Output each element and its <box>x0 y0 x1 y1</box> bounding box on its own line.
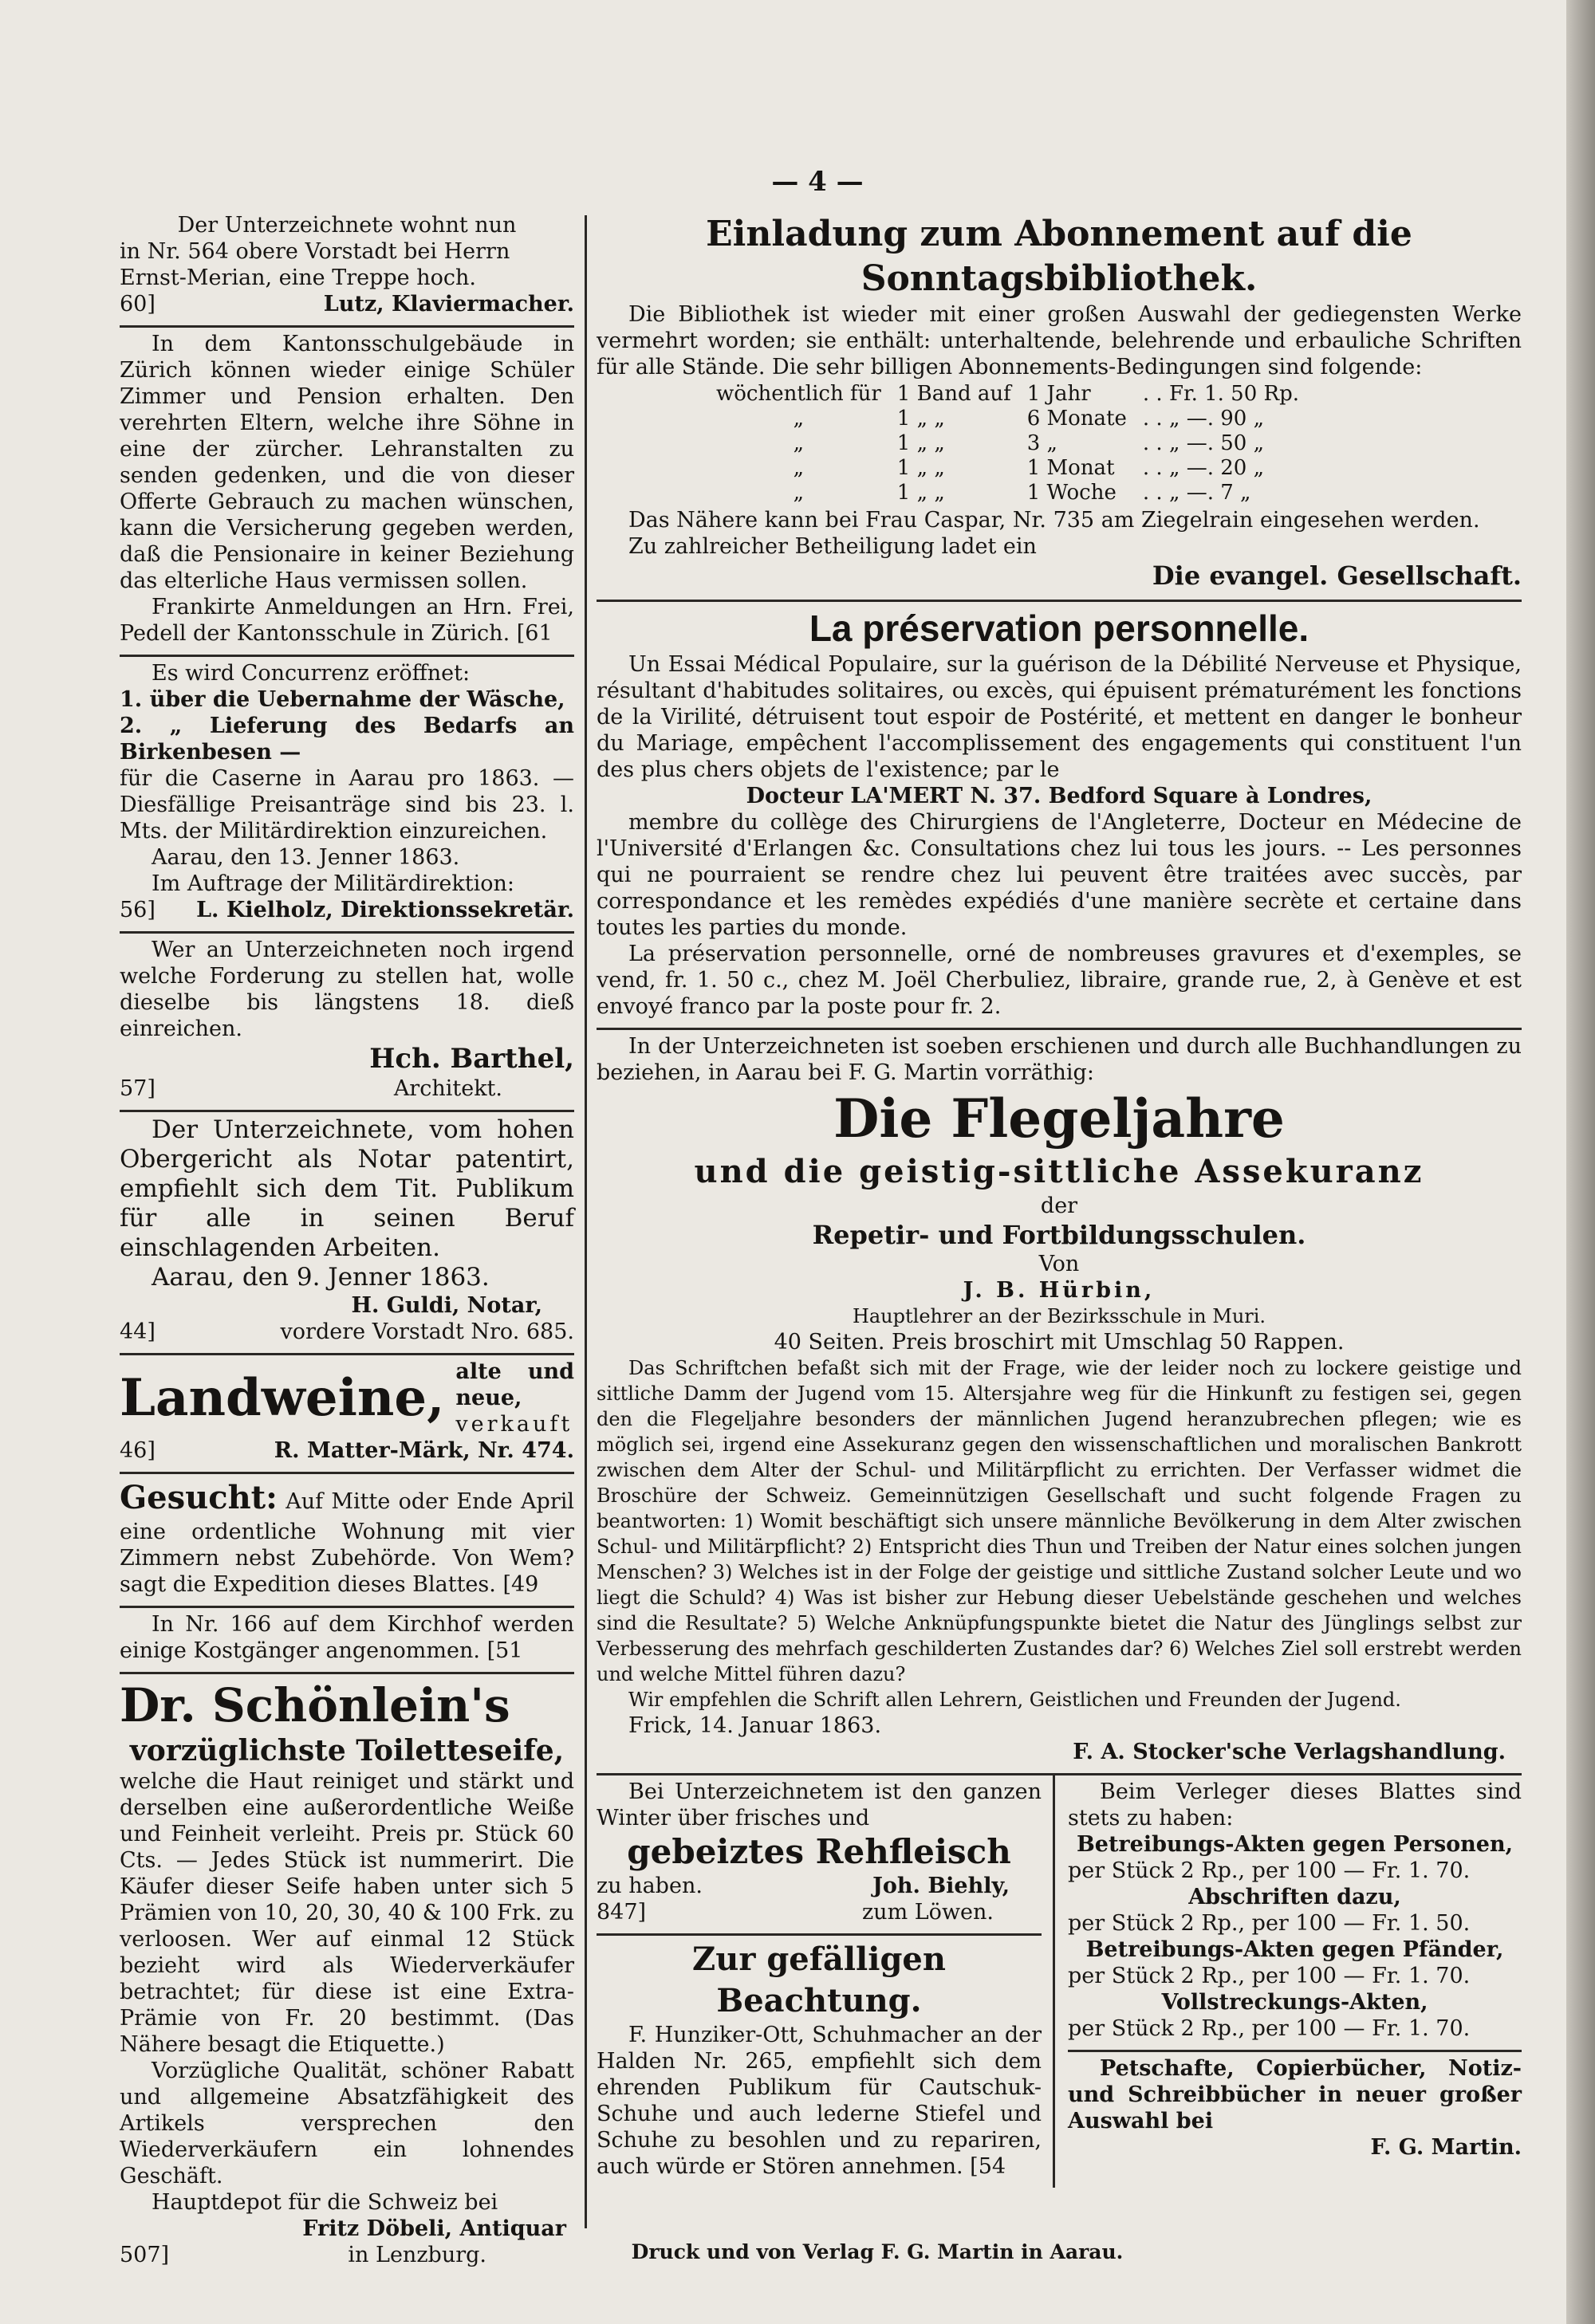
ad-signature: F. G. Martin. <box>1370 2135 1522 2160</box>
ad-author-role: Hauptlehrer an der Bezirksschule in Muri. <box>852 1305 1266 1327</box>
ad-signature: Fritz Döbeli, Antiquar <box>302 2216 566 2241</box>
ad-text <box>597 2022 1042 2180</box>
ad-text: Bei Unterzeichnetem ist den ganzen Winter über frisches und <box>597 1779 1042 1830</box>
page-edge-shadow <box>1566 0 1595 2324</box>
ad-title: Gesucht: <box>120 1479 278 1516</box>
ad-depot: Hauptdepot für die Schweiz bei <box>152 2190 498 2215</box>
ad-item-title: Betreibungs-Akten gegen Personen, <box>1076 1832 1514 1857</box>
rate-cell: 1 „ „ <box>896 481 945 505</box>
rates-row <box>708 382 1307 407</box>
rate-cell: . . Fr. 1. 50 Rp. <box>1142 382 1300 406</box>
ad-intro: Es wird Concurrenz eröffnet: <box>152 661 471 686</box>
ad-title: Landweine, <box>120 1367 445 1428</box>
right-column <box>597 209 1522 2188</box>
rate-cell: „ <box>793 456 805 480</box>
rate-cell: „ <box>793 407 805 431</box>
ad-address: vordere Vorstadt Nro. 685. <box>280 1319 574 1344</box>
ad-item-price: per Stück 2 Rp., per 100 — Fr. 1. 70. <box>1068 1964 1471 1988</box>
ad-subtitle: alte und neue, <box>455 1359 574 1410</box>
ad-doctor: Docteur LA'MERT N. 37. Bedford Square à Londres, <box>746 784 1372 808</box>
rate-cell: „ <box>793 481 805 505</box>
ad-title: La préservation personnelle. <box>809 608 1309 649</box>
ad-text-part: F. Hunziker-Ott, Schuhmacher an der Halden Nr. 265, empfiehlt sich dem ehrenden Publikum für Cautschuk-Schuhe und auch lederne Stiefel und Schuhe zu besohlen und zu repariren, auch würde er Stören annehmen. <box>597 2023 1042 2179</box>
ad-item-price: per Stück 2 Rp., per 100 — Fr. 1. 70. <box>1068 1858 1471 1883</box>
ad-betreibungsakten <box>1068 1775 1522 2052</box>
rate-cell: 1 „ „ <box>896 431 945 455</box>
ad-number: 57] <box>120 1076 156 1101</box>
ad-text: welche die Haut reiniget und stärkt und derselben eine außerordentliche Weiße und Feinheit verleiht. Preis pr. Stück 60 Cts. — Jedes Stück ist nummerirt. Die Käufer dieser Seife haben unter sich 5 Prämien von 10, 20, 30, 40 & 100 Frk. zu verloosen. Wer auf einmal 12 Stück bezieht wird als Wiederverkäufer betrachtet; für diese ist eine Extra-Prämie von Fr. 20 bestimmt. (Das Nähere besagt die Etiquette.) <box>120 1769 574 2057</box>
ad-text: Vorzügliche Qualität, schöner Rabatt und allgemeine Absatzfähigkeit des Artikels versprechen den Wiederverkäufern ein lohnendes Geschäft. <box>120 2059 574 2188</box>
ad-info: 40 Seiten. Preis broschirt mit Umschlag 50 Rappen. <box>774 1330 1345 1355</box>
ad-number: [54 <box>970 2154 1006 2179</box>
left-column <box>120 209 574 2276</box>
rate-cell: 1 Jahr <box>1026 382 1091 406</box>
ad-text-part: In Nr. 166 auf dem Kirchhof werden einige Kostgänger angenommen. <box>120 1612 574 1663</box>
ad-number: [51 <box>486 1638 523 1663</box>
ad-number: 46] <box>120 1438 156 1463</box>
ad-line: Ernst-Merian, eine Treppe hoch. <box>120 265 476 290</box>
ad-text: Wir empfehlen die Schrift allen Lehrern, Geistlichen und Freunden der Jugend. <box>628 1689 1401 1711</box>
ad-role: Architekt. <box>393 1076 502 1101</box>
ad-text: Das Nähere kann bei Frau Caspar, Nr. 735 am Ziegelrain eingesehen werden. <box>628 508 1480 533</box>
ad-number: 44] <box>120 1319 156 1344</box>
ad-number: 56] <box>120 898 156 922</box>
ad-von: Von <box>1038 1252 1080 1276</box>
rate-cell: 3 „ <box>1026 431 1058 455</box>
ad-kostgaenger <box>120 1608 574 1674</box>
ad-line: in Nr. 564 obere Vorstadt bei Herrn <box>120 239 510 264</box>
ad-text: Zu zahlreicher Betheiligung ladet ein <box>628 534 1037 559</box>
ad-intro: Beim Verleger dieses Blattes sind stets zu haben: <box>1068 1779 1522 1830</box>
ad-item: 2. „ Lieferung des Bedarfs an Birkenbesen — <box>120 714 574 765</box>
ad-concurrenz <box>120 657 574 934</box>
ad-number: 847] <box>597 1900 647 1925</box>
ad-text: Die Bibliothek ist wieder mit einer großen Auswahl der gediegensten Werke vermehrt worden; sie enthält: unterhaltende, belehrende und erbauliche Schriften für alle Stände. Die sehr billigen Abonnements-Bedingungen sind folgende: <box>597 302 1522 379</box>
ad-sonntagsbibliothek <box>597 209 1522 602</box>
ad-text <box>120 1611 574 1664</box>
ad-number: [61 <box>516 621 553 646</box>
ad-gesucht <box>120 1474 574 1608</box>
ad-text: Das Schriftchen befaßt sich mit der Frage, wie der leider noch zu lockere geistige und sittliche Damm der Jugend vom 15. Altersjahre weg für die Hinkunft zu festigen sei, gegen den die Flegeljahre besonders der männlichen Jugend heranzubrechen pflegen; wie es möglich sei, irgend eine Assekuranz gegen den wissenschaftlichen und moralischen Bankrott zwischen dem Alter der Schul- und Militärpflicht zu errichten. Der Verfasser widmet die Broschüre der Schweiz. Gemeinnützigen Gesellschaft und sucht folgende Fragen zu beantworten: 1) Womit beschäftigt sich unsere männliche Bevölkerung in dem Alter zwischen Schul- und Militärpflicht? 2) Entspricht dies Thun und Treiben der Natur eines solchen jungen Menschen? 3) Welches ist in der Folge der geistige und sittliche Zustand solcher Leute und wo liegt die Schuld? 4) Was ist bisher zur Hebung dieser Uebelstände geschehen und welches sind die Resultate? 5) Welche Anknüpfungspunkte bietet die Natur des Jünglings selbst zur Verbesserung des mehrfach geschilderten Zustandes dar? 6) Welches Ziel soll erstrebt werden und welche Mittel führen dazu? <box>597 1357 1522 1685</box>
rate-cell: 1 Monat <box>1026 456 1115 480</box>
rate-cell: . . „ —. 90 „ <box>1142 407 1265 431</box>
imprint-footer: Druck und von Verlag F. G. Martin in Aarau. <box>631 2240 1124 2263</box>
ad-signature: L. Kielholz, Direktionssekretär. <box>196 898 574 922</box>
ad-flegeljahre <box>597 1030 1522 1775</box>
rate-cell: . . „ —. 7 „ <box>1142 481 1251 505</box>
ad-text <box>120 1477 574 1598</box>
ad-text: Der Unterzeichnete, vom hohen Obergericht als Notar patentirt, empfiehlt sich dem Tit. Publikum für alle in seinen Beruf einschlagenden Arbeiten. <box>120 1115 574 1262</box>
rate-cell: 1 „ „ <box>896 456 945 480</box>
page-number: — 4 — <box>771 166 864 198</box>
ad-schoenlein <box>120 1674 574 2276</box>
ad-title: Einladung zum Abonnement auf die Sonntagsbibliothek. <box>706 214 1412 299</box>
ad-item: 1. über die Uebernahme der Wäsche, <box>120 687 565 712</box>
bottom-subcolumns <box>597 1775 1522 2188</box>
ad-text-part: Frankirte Anmeldungen an Hrn. Frei, Pedell der Kantonsschule in Zürich. <box>120 595 574 646</box>
ad-place: in Lenzburg. <box>348 2243 486 2267</box>
rates-row <box>708 431 1307 456</box>
ad-barthel <box>120 934 574 1112</box>
rates-row <box>708 407 1307 431</box>
rate-cell: „ <box>793 431 805 455</box>
ad-number: 60] <box>120 292 156 317</box>
ad-item-price: per Stück 2 Rp., per 100 — Fr. 1. 50. <box>1068 1911 1471 1936</box>
ad-title: gebeiztes Rehfleisch <box>627 1832 1011 1871</box>
ad-preservation <box>597 602 1522 1030</box>
ad-lutz <box>120 209 574 328</box>
ad-item-title: Betreibungs-Akten gegen Pfänder, <box>1085 1937 1504 1962</box>
ad-text: In dem Kantonsschulgebäude in Zürich können wieder einige Schüler Zimmer und Pension erhalten. Den verehrten Eltern, welche ihre Söhne in eine der zürcher. Lehranstalten zu senden gedenken, und die von dieser Offerte Gebrauch zu machen wünschen, kann die Versicherung gegeben werden, daß die Pensionaire in keiner Beziehung das elterliche Haus vermissen sollen. <box>120 332 574 593</box>
rates-row <box>708 481 1307 505</box>
ad-number: [49 <box>502 1572 539 1597</box>
ad-kantonsschule <box>120 328 574 657</box>
rate-cell: . . „ —. 20 „ <box>1142 456 1265 480</box>
ad-signature: Hch. Barthel, <box>369 1043 574 1075</box>
rates-table <box>708 382 1307 505</box>
ad-signature: F. A. Stocker'sche Verlagshandlung. <box>1073 1740 1506 1764</box>
ad-number: 507] <box>120 2243 170 2267</box>
ad-text: Wer an Unterzeichneten noch irgend welche Forderung zu stellen hat, wolle dieselbe bis längstens 18. dieß einreichen. <box>120 938 574 1041</box>
ad-text: La préservation personnelle, orné de nombreuses gravures et d'exemples, se vend, fr. 1. 50 c., chez M. Joël Cherbuliez, libraire, grande rue, 2, à Genève et est envoyé franco par la poste pour fr. 2. <box>597 942 1522 1019</box>
rate-cell: 1 Woche <box>1026 481 1116 505</box>
ad-text: Un Essai Médical Populaire, sur la guérison de la Débilité Nerveuse et Physique, résultant d'habitudes solitaires, ou excès, qui épuisent prématurément les fonctions de la Virilité, détruisent tout espoir de Postérité, et mettent en danger le bonheur du Mariage, empêchent l'accomplissement des engagements qui constituent l'un des plus chers objets de l'existence; par le <box>597 652 1522 782</box>
ad-haben: zu haben. <box>597 1874 703 1898</box>
ad-place: zum Löwen. <box>861 1900 994 1925</box>
ad-intro: In der Unterzeichneten ist soeben erschienen und durch alle Buchhandlungen zu beziehen, in Aarau bei F. G. Martin vorräthig: <box>597 1034 1522 1085</box>
column-divider <box>585 215 587 2228</box>
ad-title: Zur gefälligen Beachtung. <box>692 1941 946 2019</box>
ad-der: der <box>1040 1193 1078 1218</box>
ad-guldi <box>120 1112 574 1355</box>
subcolumn-left <box>597 1775 1055 2188</box>
ad-title: Dr. Schönlein's <box>120 1678 510 1732</box>
ad-date: Frick, 14. Januar 1863. <box>628 1713 882 1738</box>
ad-text: membre du collège des Chirurgiens de l'Angleterre, Docteur en Médecine de l'Université d'Erlangen &c. Consultations chez lui tous les jours. -- Les personnes qui ne pourraient se rendre chez lui peuvent être traitées avec succès, par correspondance et les remèdes expédiés d'une manière secrète et certaine dans toutes les parties du monde. <box>597 810 1522 940</box>
ad-title: Die Flegeljahre <box>833 1087 1285 1150</box>
rate-cell: 6 Monate <box>1026 407 1127 431</box>
rate-cell: wöchentlich für <box>716 382 881 406</box>
ad-signature: Joh. Biehly, <box>872 1874 1010 1898</box>
ad-signature: Die evangel. Gesellschaft. <box>1152 560 1522 591</box>
ad-signature: Lutz, Klaviermacher. <box>323 292 574 317</box>
rate-cell: . . „ —. 50 „ <box>1142 431 1265 455</box>
ad-rehfleisch <box>597 1775 1042 1936</box>
ad-date: Aarau, den 13. Jenner 1863. <box>152 845 460 870</box>
ad-subtitle: Repetir- und Fortbildungsschulen. <box>812 1220 1306 1250</box>
ad-date: Aarau, den 9. Jenner 1863. <box>152 1263 490 1292</box>
ad-petschafte <box>1068 2052 1522 2169</box>
ad-signature: H. Guldi, Notar, <box>351 1293 542 1318</box>
ad-text <box>120 594 574 647</box>
rate-cell: 1 Band auf <box>896 382 1011 406</box>
rate-cell: 1 „ „ <box>896 407 945 431</box>
ad-line: Der Unterzeichnete wohnt nun <box>177 213 517 238</box>
subcolumn-right <box>1055 1775 1522 2188</box>
ad-subtitle: und die geistig-sittliche Assekuranz <box>694 1153 1424 1190</box>
ad-author: J. B. Hürbin, <box>963 1278 1156 1303</box>
ad-item-title: Abschriften dazu, <box>1188 1885 1401 1909</box>
ad-text-part: Auf Mitte oder Ende April eine ordentliche Wohnung mit vier Zimmern nebst Zubehörde. Von Wem? sagt die Expedition dieses Blattes. <box>120 1489 574 1597</box>
ad-subtitle: vorzüglichste Toiletteseife, <box>129 1734 565 1768</box>
rates-row <box>708 456 1307 481</box>
ad-landweine <box>120 1355 574 1474</box>
ad-text: Petschafte, Copierbücher, Notiz- und Schreibbücher in neuer großer Auswahl bei <box>1068 2056 1522 2133</box>
ad-text: für die Caserne in Aarau pro 1863. — Diesfällige Preisanträge sind bis 23. l. Mts. der Militärdirektion einzureichen. <box>120 766 574 843</box>
ad-subtitle: verkauft <box>455 1412 573 1437</box>
ad-item-title: Vollstreckungs-Akten, <box>1161 1990 1428 2015</box>
ad-auftrag: Im Auftrage der Militärdirektion: <box>152 871 514 896</box>
ad-signature: R. Matter-Märk, Nr. 474. <box>274 1438 574 1463</box>
ad-item-price: per Stück 2 Rp., per 100 — Fr. 1. 70. <box>1068 2016 1471 2041</box>
ad-hunziker <box>597 1936 1042 2188</box>
